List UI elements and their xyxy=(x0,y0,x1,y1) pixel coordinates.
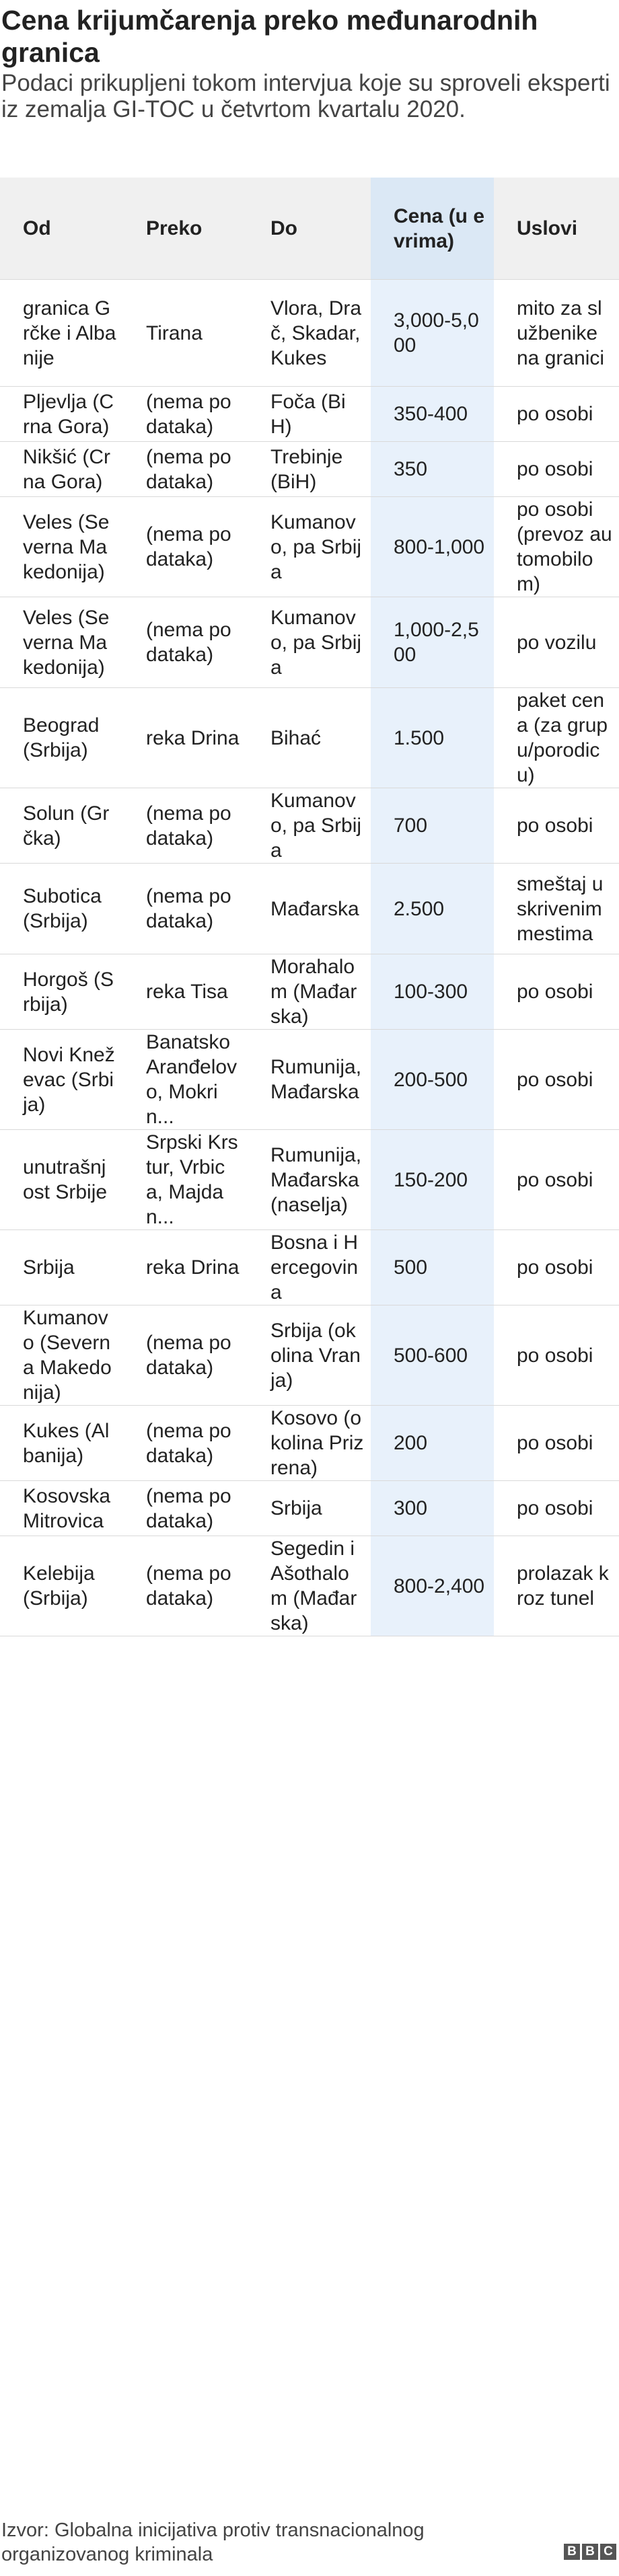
cell-uslovi: po osobi xyxy=(494,1406,619,1481)
cell-od: Beograd (Srbija) xyxy=(0,688,123,788)
footer xyxy=(0,2518,619,2567)
cell-uslovi: po osobi xyxy=(494,788,619,864)
cell-preko: (nema podataka) xyxy=(123,1536,248,1636)
cell-uslovi: smeštaj u skrivenim mestima xyxy=(494,864,619,954)
table-row xyxy=(0,1230,619,1305)
source-note: Izvor: Globalna inicijativa protiv transnacionalnog organizovanog kriminala xyxy=(1,2520,425,2565)
cell-uslovi: prolazak kroz tunel xyxy=(494,1536,619,1636)
bbc-logo-letter: B xyxy=(564,2544,580,2560)
cell-cena: 350 xyxy=(371,442,494,497)
column-header-preko[interactable]: Preko xyxy=(123,178,248,280)
table-row xyxy=(0,1406,619,1481)
cell-od: granica Grčke i Albanije xyxy=(0,280,123,387)
table-row xyxy=(0,597,619,688)
table-row xyxy=(0,497,619,597)
cell-preko: reka Drina xyxy=(123,1230,248,1305)
cell-preko: (nema podataka) xyxy=(123,1406,248,1481)
table-header-row xyxy=(0,178,619,280)
cell-preko: reka Tisa xyxy=(123,954,248,1030)
table-row xyxy=(0,954,619,1030)
bbc-logo-letter: C xyxy=(600,2544,616,2560)
cell-od: Novi Kneževac (Srbija) xyxy=(0,1030,123,1130)
cell-do: Srbija (okolina Vranja) xyxy=(248,1305,371,1406)
cell-do: Morahalom (Mađarska) xyxy=(248,954,371,1030)
page-subtitle: Podaci prikupljeni tokom intervjua koje su sproveli eksperti iz zemalja GI-TOC u četvrtom kvartalu 2020. xyxy=(1,70,610,122)
table-row xyxy=(0,1481,619,1536)
table-row xyxy=(0,864,619,954)
cell-uslovi: po osobi (prevoz automobilom) xyxy=(494,497,619,597)
cell-do: Srbija xyxy=(248,1481,371,1536)
cell-uslovi: po osobi xyxy=(494,1481,619,1536)
cell-cena: 150-200 xyxy=(371,1130,494,1230)
cell-preko: reka Drina xyxy=(123,688,248,788)
cell-cena: 1.500 xyxy=(371,688,494,788)
cell-preko: (nema podataka) xyxy=(123,597,248,688)
cell-uslovi: po osobi xyxy=(494,1030,619,1130)
cell-od: Veles (Severna Makedonija) xyxy=(0,597,123,688)
column-header-od[interactable]: Od xyxy=(0,178,123,280)
cell-cena: 700 xyxy=(371,788,494,864)
smuggling-price-table xyxy=(0,178,619,1636)
cell-od: Kumanovo (Severna Makedonija) xyxy=(0,1305,123,1406)
cell-preko: Tirana xyxy=(123,280,248,387)
cell-preko: Banatsko Aranđelovo, Mokrin... xyxy=(123,1030,248,1130)
cell-do: Mađarska xyxy=(248,864,371,954)
cell-cena: 500-600 xyxy=(371,1305,494,1406)
table-row xyxy=(0,1536,619,1636)
cell-do: Segedin i Ašothalom (Mađarska) xyxy=(248,1536,371,1636)
cell-uslovi: po osobi xyxy=(494,387,619,442)
cell-preko: (nema podataka) xyxy=(123,788,248,864)
cell-cena: 350-400 xyxy=(371,387,494,442)
cell-uslovi: po vozilu xyxy=(494,597,619,688)
cell-do: Rumunija, Mađarska xyxy=(248,1030,371,1130)
cell-uslovi: po osobi xyxy=(494,1305,619,1406)
cell-cena: 100-300 xyxy=(371,954,494,1030)
column-header-cena[interactable]: Cena (u evrima) xyxy=(371,178,494,280)
cell-do: Kumanovo, pa Srbija xyxy=(248,497,371,597)
cell-od: Horgoš (Srbija) xyxy=(0,954,123,1030)
cell-cena: 2.500 xyxy=(371,864,494,954)
cell-od: Kukes (Albanija) xyxy=(0,1406,123,1481)
column-header-do[interactable]: Do xyxy=(248,178,371,280)
cell-od: Nikšić (Crna Gora) xyxy=(0,442,123,497)
cell-cena: 800-1,000 xyxy=(371,497,494,597)
cell-cena: 200-500 xyxy=(371,1030,494,1130)
cell-do: Foča (BiH) xyxy=(248,387,371,442)
cell-od: Subotica (Srbija) xyxy=(0,864,123,954)
cell-uslovi: po osobi xyxy=(494,954,619,1030)
cell-od: Pljevlja (Crna Gora) xyxy=(0,387,123,442)
cell-uslovi: mito za službenike na granici xyxy=(494,280,619,387)
table-row xyxy=(0,788,619,864)
cell-uslovi: paket cena (za grupu/porodicu) xyxy=(494,688,619,788)
cell-uslovi: po osobi xyxy=(494,442,619,497)
cell-preko: (nema podataka) xyxy=(123,1305,248,1406)
cell-do: Trebinje (BiH) xyxy=(248,442,371,497)
table-row xyxy=(0,1130,619,1230)
cell-cena: 500 xyxy=(371,1230,494,1305)
cell-od: unutrašnjost Srbije xyxy=(0,1130,123,1230)
cell-do: Kosovo (okolina Prizrena) xyxy=(248,1406,371,1481)
page-title: Cena krijumčarenja preko međunarodnih granica xyxy=(1,5,538,68)
cell-do: Bihać xyxy=(248,688,371,788)
table-row xyxy=(0,387,619,442)
cell-cena: 3,000-5,000 xyxy=(371,280,494,387)
cell-preko: (nema podataka) xyxy=(123,1481,248,1536)
cell-preko: (nema podataka) xyxy=(123,864,248,954)
table-row xyxy=(0,442,619,497)
cell-cena: 200 xyxy=(371,1406,494,1481)
cell-preko: (nema podataka) xyxy=(123,442,248,497)
cell-do: Bosna i Hercegovina xyxy=(248,1230,371,1305)
cell-od: Srbija xyxy=(0,1230,123,1305)
cell-do: Kumanovo, pa Srbija xyxy=(248,788,371,864)
cell-cena: 1,000-2,500 xyxy=(371,597,494,688)
cell-od: Kelebija (Srbija) xyxy=(0,1536,123,1636)
table-row xyxy=(0,688,619,788)
cell-od: Veles (Severna Makedonija) xyxy=(0,497,123,597)
table-row xyxy=(0,1030,619,1130)
cell-preko: (nema podataka) xyxy=(123,497,248,597)
table-body xyxy=(0,280,619,1636)
bbc-logo-letter: B xyxy=(582,2544,598,2560)
cell-uslovi: po osobi xyxy=(494,1230,619,1305)
chart-header xyxy=(0,4,619,122)
cell-uslovi: po osobi xyxy=(494,1130,619,1230)
table-row xyxy=(0,280,619,387)
cell-do: Rumunija, Mađarska (naselja) xyxy=(248,1130,371,1230)
column-header-uslovi[interactable]: Uslovi xyxy=(494,178,619,280)
cell-cena: 800-2,400 xyxy=(371,1536,494,1636)
bbc-logo xyxy=(564,2544,616,2560)
table-row xyxy=(0,1305,619,1406)
cell-cena: 300 xyxy=(371,1481,494,1536)
cell-od: Solun (Grčka) xyxy=(0,788,123,864)
cell-do: Kumanovo, pa Srbija xyxy=(248,597,371,688)
cell-preko: (nema podataka) xyxy=(123,387,248,442)
cell-do: Vlora, Drač, Skadar, Kukes xyxy=(248,280,371,387)
cell-od: Kosovska Mitrovica xyxy=(0,1481,123,1536)
cell-preko: Srpski Krstur, Vrbica, Majdan... xyxy=(123,1130,248,1230)
